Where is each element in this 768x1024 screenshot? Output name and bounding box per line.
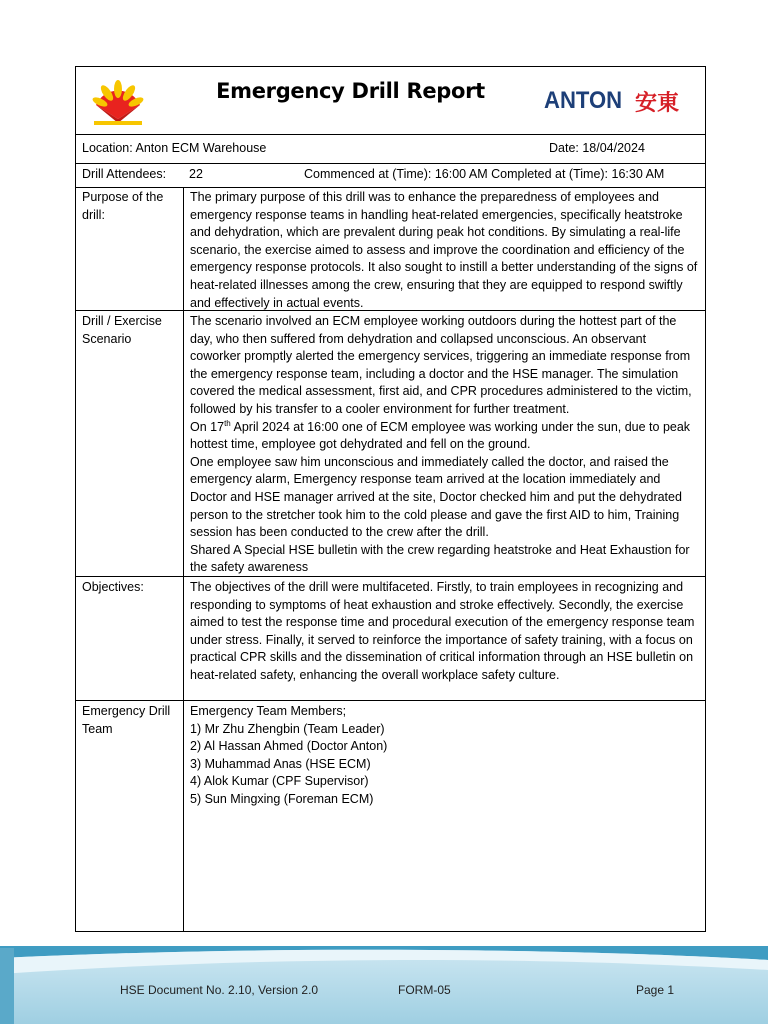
location-field: Location: Anton ECM Warehouse bbox=[82, 141, 267, 155]
scenario-row bbox=[76, 311, 705, 577]
attendees-count: 22 bbox=[189, 167, 203, 181]
team-member: 4) Alok Kumar (CPF Supervisor) bbox=[190, 774, 369, 789]
team-member: 5) Sun Mingxing (Foreman ECM) bbox=[190, 791, 374, 806]
scenario-paragraph-4: Shared A Special HSE bulletin with the crew regarding heatstroke and Heat Exhaustion for the safety awareness bbox=[190, 542, 690, 575]
attendees-row bbox=[76, 163, 705, 188]
date-field: Date: 18/04/2024 bbox=[549, 141, 645, 155]
anton-brand-logo bbox=[544, 87, 679, 115]
footer-page-number: Page 1 bbox=[636, 983, 675, 997]
scenario-paragraph-2: On 17th April 2024 at 16:00 one of ECM employee was working under the sun, due to peak hottest time, employee got dehydrated and fell on the ground. bbox=[190, 418, 691, 452]
footer-form-number: FORM-05 bbox=[398, 983, 451, 997]
team-member: 1) Mr Zhu Zhengbin (Team Leader) bbox=[190, 721, 385, 736]
team-row bbox=[76, 701, 705, 931]
report-title: Emergency Drill Report bbox=[216, 79, 485, 103]
purpose-row bbox=[76, 187, 705, 311]
team-member: 3) Muhammad Anas (HSE ECM) bbox=[190, 756, 371, 771]
report-sections bbox=[76, 187, 705, 931]
drill-report-form bbox=[75, 66, 706, 932]
team-member: 2) Al Hassan Ahmed (Doctor Anton) bbox=[190, 739, 388, 754]
scenario-paragraph-3: One employee saw him unconscious and immediately called the doctor, and raised the emergency alarm, Emergency response team arrived at the location immediately and Doctor and HSE manager arrived at the site, Doctor checked him and put the dehydrated person to the stretcher took him to the cold please and gave the first AID to him, Training session has been conducted to the crew after the drill. bbox=[190, 454, 682, 540]
brand-name-cn: 安東 bbox=[634, 90, 679, 116]
scenario-paragraph-1: The scenario involved an ECM employee working outdoors during the hottest part of the day, who then suffered from dehydration and collapsed unconscious. An observant coworker promptly alerted the emergency services, triggering an immediate response from the emergency response team, including a doctor and the HSE manager. The simulation covered the medical assessment, first aid, and CPR procedures administered to the victim, followed by his transfer to a cooler environment for further treatment. bbox=[190, 314, 692, 416]
purpose-text: The primary purpose of this drill was to enhance the preparedness of employees and emergency response teams in handling heat-related emergencies, specifically heatstroke and dehydration, which are prevalent during peak hot conditions. By simulating a real-life scenario, the exercise aimed to assess and improve the coordination and efficiency of the emergency response protocols. It also sought to instill a better understanding of the signs of heat-related illnesses among the crew, ensuring that they are equipped to respond swiftly and effectively in actual events. bbox=[190, 190, 698, 310]
objectives-label: Objectives: bbox=[76, 577, 184, 700]
report-header bbox=[76, 67, 705, 135]
team-label: Emergency Drill Team bbox=[76, 701, 184, 931]
team-heading: Emergency Team Members; bbox=[190, 704, 347, 718]
footer-document-number: HSE Document No. 2.10, Version 2.0 bbox=[120, 983, 319, 997]
attendees-label: Drill Attendees: bbox=[82, 167, 167, 181]
brand-name-en: ANTON bbox=[544, 87, 623, 114]
footer-wave-graphic bbox=[0, 940, 768, 1024]
location-row bbox=[76, 134, 705, 164]
scenario-label: Drill / Exercise Scenario bbox=[76, 311, 184, 576]
drill-timing: Commenced at (Time): 16:00 AM Completed at (Time): 16:30 AM bbox=[304, 167, 665, 181]
objectives-text: The objectives of the drill were multifaceted. Firstly, to train employees in recognizing and responding to symptoms of heat exhaustion and stroke effectively. Secondly, the exercise aimed to test the response time and procedural execution of the emergency response team under stress. Finally, it served to reinforce the importance of safety training, with a focus on practical CPR skills and the dissemination of critical information through an HSE bulletin on heat-related safety, enhancing the overall workplace safety culture. bbox=[190, 580, 695, 682]
purpose-label: Purpose of the drill: bbox=[76, 187, 184, 310]
objectives-row bbox=[76, 577, 705, 701]
